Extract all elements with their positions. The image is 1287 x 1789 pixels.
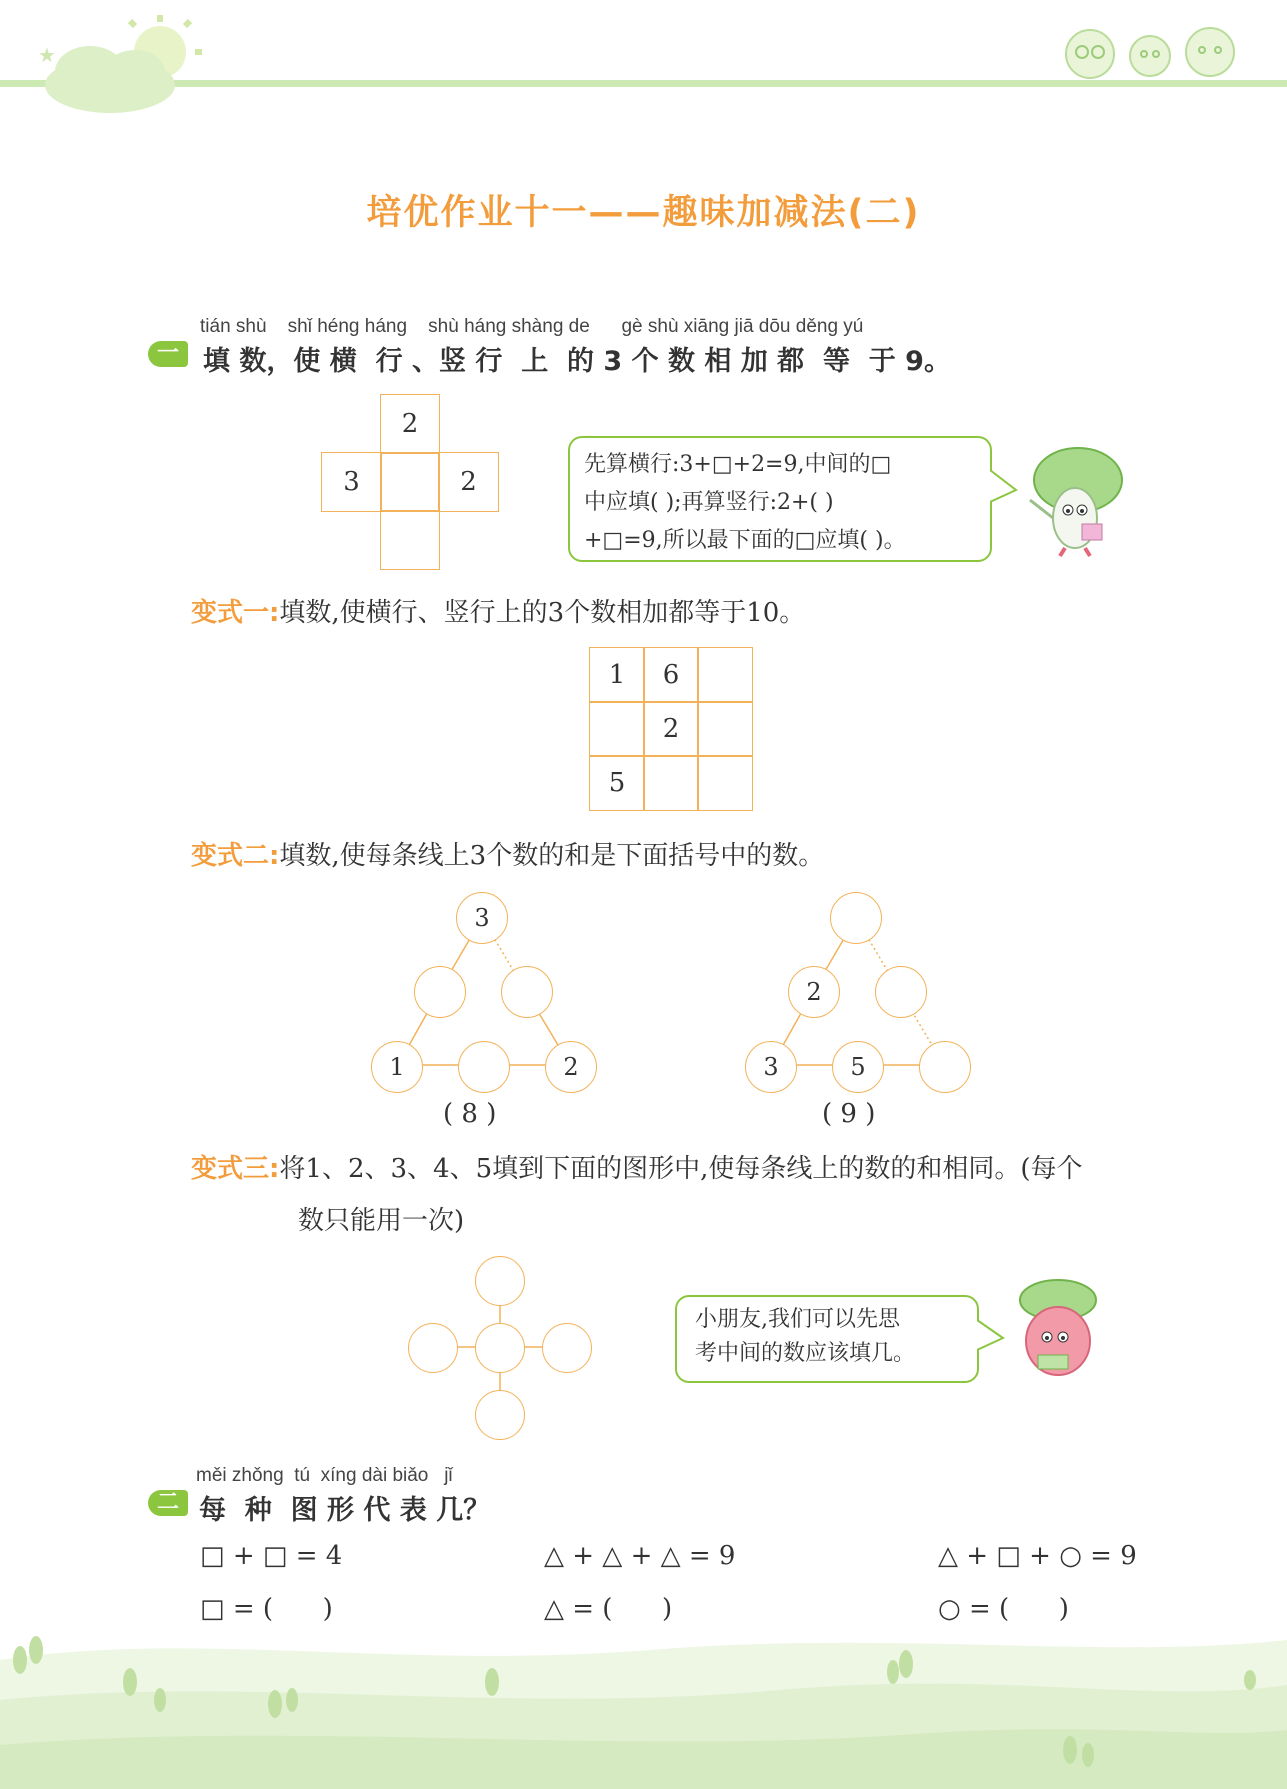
tri2-right-mid-circle[interactable] bbox=[875, 966, 927, 1018]
hint2-line-2: 考中间的数应该填几。 bbox=[695, 1341, 916, 1366]
cross-cell-left: 3 bbox=[321, 452, 382, 512]
variant1-label: 变式一: bbox=[191, 598, 280, 628]
variant3-text-2: 数只能用一次) bbox=[298, 1206, 465, 1236]
variant1-text: 填数,使横行、竖行上的3个数相加都等于10。 bbox=[279, 598, 806, 628]
tri2-top-circle[interactable] bbox=[830, 892, 882, 944]
grid-cell-r3c2[interactable] bbox=[643, 755, 699, 811]
section-badge-2: 二 bbox=[148, 1490, 188, 1516]
equation-1: □ + □ = 4 bbox=[200, 1541, 343, 1571]
hint-bubble-1 bbox=[568, 436, 992, 562]
cross-circle-right[interactable] bbox=[542, 1323, 592, 1373]
cross-cell-right: 2 bbox=[438, 452, 499, 512]
cross-cell-center[interactable] bbox=[380, 452, 440, 512]
variant2-text: 填数,使每条线上3个数的和是下面括号中的数。 bbox=[279, 841, 825, 871]
animal-faces-icon bbox=[1050, 14, 1250, 84]
tri1-bottom-left-circle: 1 bbox=[371, 1041, 423, 1093]
section-badge-1: 一 bbox=[148, 341, 188, 367]
tri1-sum: ( 8 ) bbox=[443, 1099, 497, 1129]
grid-cell-r1c1: 1 bbox=[589, 647, 645, 703]
grid-cell-r1c2: 6 bbox=[643, 647, 699, 703]
cross-circle-left[interactable] bbox=[408, 1323, 458, 1373]
grid-cell-r1c3[interactable] bbox=[697, 647, 753, 703]
tri2-bottom-right-circle[interactable] bbox=[919, 1041, 971, 1093]
tri1-bottom-right-circle: 2 bbox=[545, 1041, 597, 1093]
answer-2[interactable]: △ = ( ) bbox=[544, 1594, 673, 1624]
cross-circle-bottom[interactable] bbox=[475, 1390, 525, 1440]
tri2-sum: ( 9 ) bbox=[822, 1099, 876, 1129]
page-title: 培优作业十一——趣味加减法(二) bbox=[366, 193, 921, 233]
hint2-line-1: 小朋友,我们可以先思 bbox=[695, 1307, 900, 1332]
variant3-label: 变式三: bbox=[191, 1154, 280, 1184]
hint1-line-3: +□=9,所以最下面的□应填( )。 bbox=[584, 528, 906, 553]
cross-cell-top: 2 bbox=[380, 394, 440, 454]
hint1-line-2: 中应填( );再算竖行:2+( ) bbox=[584, 490, 834, 515]
equation-2: △ + △ + △ = 9 bbox=[544, 1541, 736, 1571]
grid-cell-r2c2: 2 bbox=[643, 701, 699, 757]
hint1-line-1: 先算横行:3+□+2=9,中间的□ bbox=[584, 452, 892, 477]
tri2-bottom-left-circle: 3 bbox=[745, 1041, 797, 1093]
variant1-instruction bbox=[191, 592, 805, 629]
section1-question: 填 数，使 横 行 、竖 行 上 的 3 个 数 相 加 都 等 于 9。 bbox=[203, 346, 951, 377]
cloud-sun-icon bbox=[20, 10, 220, 120]
radish-character-icon bbox=[1003, 1275, 1103, 1385]
variant2-label: 变式二: bbox=[191, 841, 280, 871]
cross-circle-top[interactable] bbox=[475, 1256, 525, 1306]
tri1-top-circle: 3 bbox=[456, 892, 508, 944]
svg-text:★: ★ bbox=[38, 43, 56, 67]
variant2-instruction bbox=[191, 835, 824, 872]
grid-cell-r2c3[interactable] bbox=[697, 701, 753, 757]
section1-pinyin: tián shù shǐ héng háng shù háng shàng de gè shù xiāng jiā dōu děng yú bbox=[200, 316, 864, 337]
tri2-bottom-mid-circle: 5 bbox=[832, 1041, 884, 1093]
bubble-tail-1 bbox=[990, 468, 1020, 508]
cross-circle-center[interactable] bbox=[475, 1323, 525, 1373]
answer-1[interactable]: □ = ( ) bbox=[200, 1594, 333, 1624]
variant3-instruction bbox=[191, 1148, 1083, 1185]
grid-cell-r2c1[interactable] bbox=[589, 701, 645, 757]
hint-bubble-2 bbox=[675, 1295, 979, 1383]
footer-hills-decoration bbox=[0, 1620, 1287, 1789]
grid-cell-r3c1: 5 bbox=[589, 755, 645, 811]
cross-cell-bottom[interactable] bbox=[380, 510, 440, 570]
answer-3[interactable]: ○ = ( ) bbox=[938, 1594, 1069, 1624]
section2-question: 每 种 图 形 代 表 几？ bbox=[199, 1495, 491, 1526]
variant3-text-1: 将1、2、3、4、5填到下面的图形中,使每条线上的数的和相同。(每个 bbox=[279, 1154, 1083, 1184]
equation-3: △ + □ + ○ = 9 bbox=[938, 1541, 1137, 1571]
tri1-right-mid-circle[interactable] bbox=[501, 966, 553, 1018]
section2-pinyin: měi zhǒng tú xíng dài biǎo jǐ bbox=[196, 1465, 453, 1486]
cabbage-character-icon bbox=[1020, 440, 1130, 560]
tri1-left-mid-circle[interactable] bbox=[414, 966, 466, 1018]
grid-cell-r3c3[interactable] bbox=[697, 755, 753, 811]
tri1-bottom-mid-circle[interactable] bbox=[458, 1041, 510, 1093]
tri2-left-mid-circle: 2 bbox=[788, 966, 840, 1018]
